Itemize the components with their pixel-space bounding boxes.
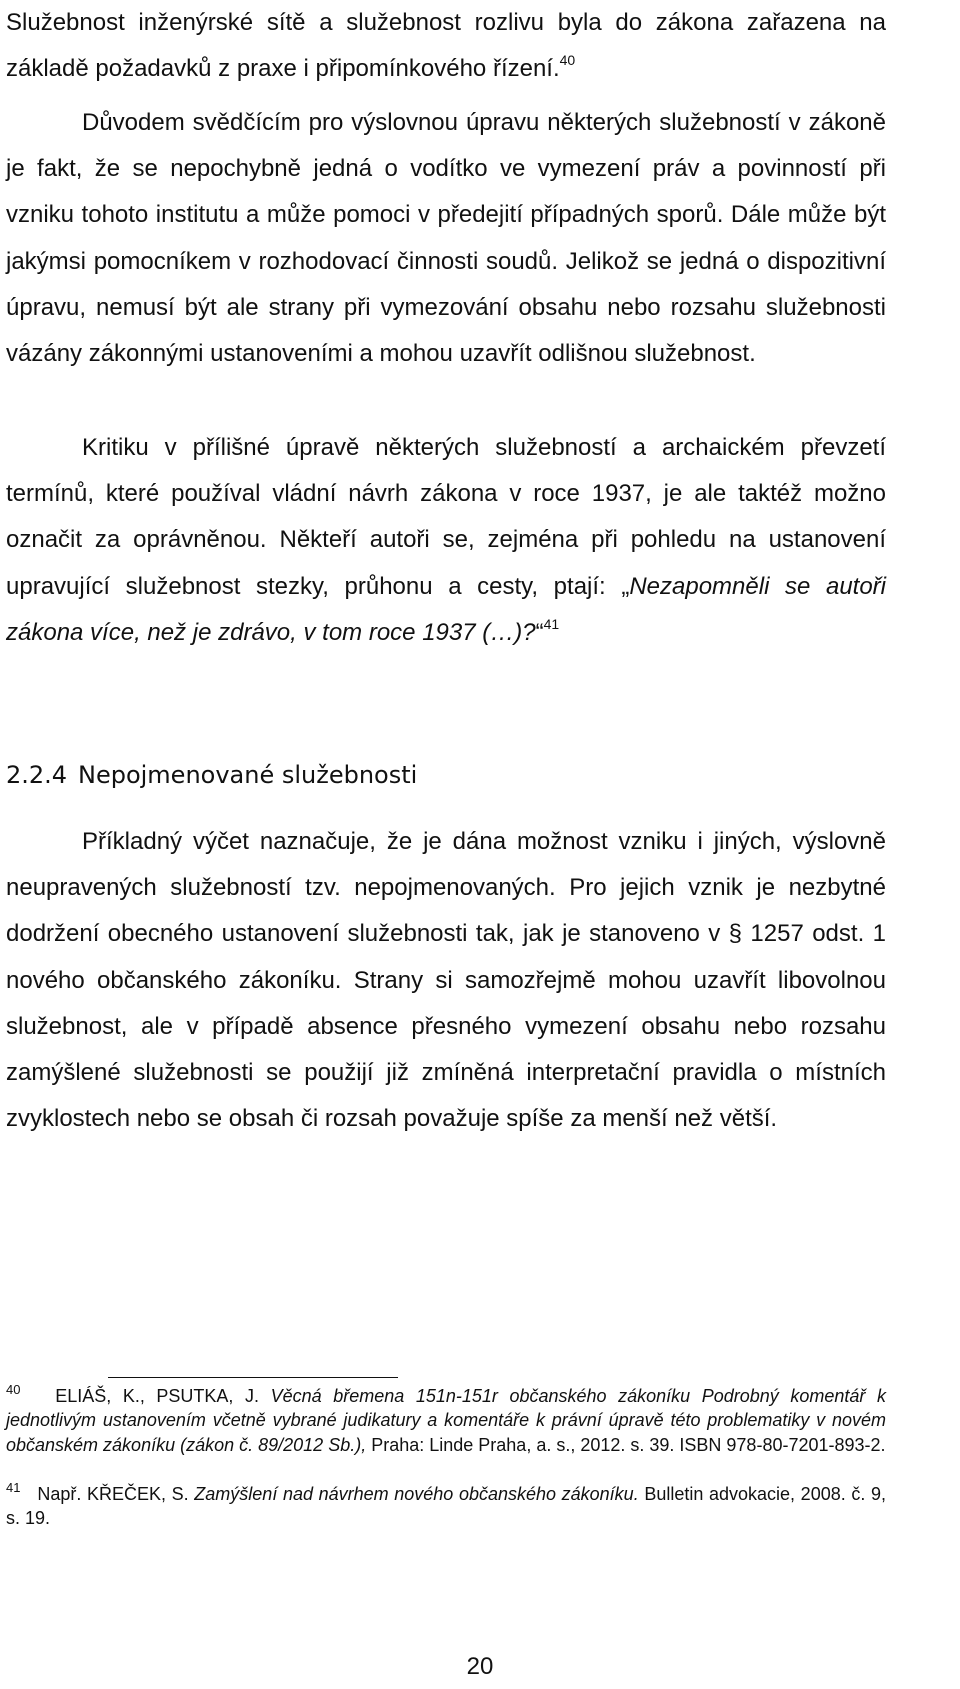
- section-title: Nepojmenované služebnosti: [78, 761, 418, 789]
- paragraph-2: [6, 100, 886, 377]
- footnote-40: [6, 1384, 886, 1457]
- paragraph-3-text: Kritiku v přílišné úpravě některých služebností a archaickém převzetí termínů, které používal vládní návrh zákona v roce 1937, je ale taktéž možno označit za oprávněnou. Někteří autoři se, zejména při pohledu na ustanovení upravující služebnost stezky, průhonu a cesty, ptají: „: [6, 434, 886, 600]
- paragraph-4: [6, 819, 886, 1142]
- footnote-41: [6, 1482, 886, 1531]
- section-heading: [6, 760, 417, 790]
- paragraph-1: [6, 0, 886, 92]
- footnote-40-authors: ELIÁŠ, K., PSUTKA, J.: [55, 1386, 271, 1406]
- footnote-40-marker: 40: [6, 1382, 21, 1397]
- footnote-41-title: Zamýšlení nad návrhem nového občanského zákoníku.: [194, 1484, 639, 1504]
- footnote-41-publication: Bulletin advokacie, 2008. č. 9, s. 19.: [6, 1484, 886, 1529]
- footnote-separator: [108, 1377, 398, 1378]
- section-number: 2.2.4: [6, 761, 68, 789]
- footnote-41-authors: Např. KŘEČEK, S.: [37, 1484, 195, 1504]
- closing-quote: “: [535, 618, 544, 646]
- footnote-41-marker: 41: [6, 1480, 21, 1495]
- quoted-question: Nezapomněli se autoři zákona více, než je zdrávo, v tom roce 1937 (…)?: [6, 572, 887, 646]
- paragraph-4-text: Příkladný výčet naznačuje, že je dána možnost vzniku i jiných, výslovně neupravených služebností tzv. nepojmenovaných. Pro jejich vznik je nezbytné dodržení obecného ustanovení služebnosti tak, jak je stanoveno v § 1257 odst. 1 nového občanského zákoníku. Strany si samozřejmě mohou uzavřít libovolnou služebnost, ale v případě absence přesného vymezení obsahu nebo rozsahu zamýšlené služebnosti se použijí již zmíněná interpretační pravidla o místních zvyklostech nebo se obsah či rozsah považuje spíše za menší než větší.: [6, 828, 886, 1133]
- paragraph-3: [6, 425, 886, 656]
- paragraph-2-text: Důvodem svědčícím pro výslovnou úpravu některých služebností v zákoně je fakt, že se nepochybně jedná o vodítko ve vymezení práv a povinností při vzniku tohoto institutu a může pomoci v předejití případných sporů. Dále může být jakýmsi pomocníkem v rozhodovací činnosti soudů. Jelikož se jedná o dispozitivní úpravu, nemusí být ale strany při vymezování obsahu nebo rozsahu služebnosti vázány zákonnými ustanoveními a mohou uzavřít odlišnou služebnost.: [6, 109, 886, 368]
- footnote-40-title: Věcná břemena 151n-151r občanského zákoníku Podrobný komentář k jednotlivým ustanovením včetně vybrané judikatury a komentáře k právní úpravě této problematiky v novém občanském zákoníku (zákon č. 89/2012 Sb.),: [6, 1386, 886, 1455]
- page-number: 20: [466, 1653, 494, 1680]
- footnote-40-publication: Praha: Linde Praha, a. s., 2012. s. 39. ISBN 978-80-7201-893-2.: [366, 1434, 886, 1455]
- footnote-ref-40[interactable]: 40: [559, 52, 576, 69]
- footnote-ref-41[interactable]: 41: [543, 615, 560, 632]
- paragraph-1-text: Služebnost inženýrské sítě a služebnost rozlivu byla do zákona zařazena na základě požadavků z praxe i připomínkového řízení.: [6, 9, 886, 83]
